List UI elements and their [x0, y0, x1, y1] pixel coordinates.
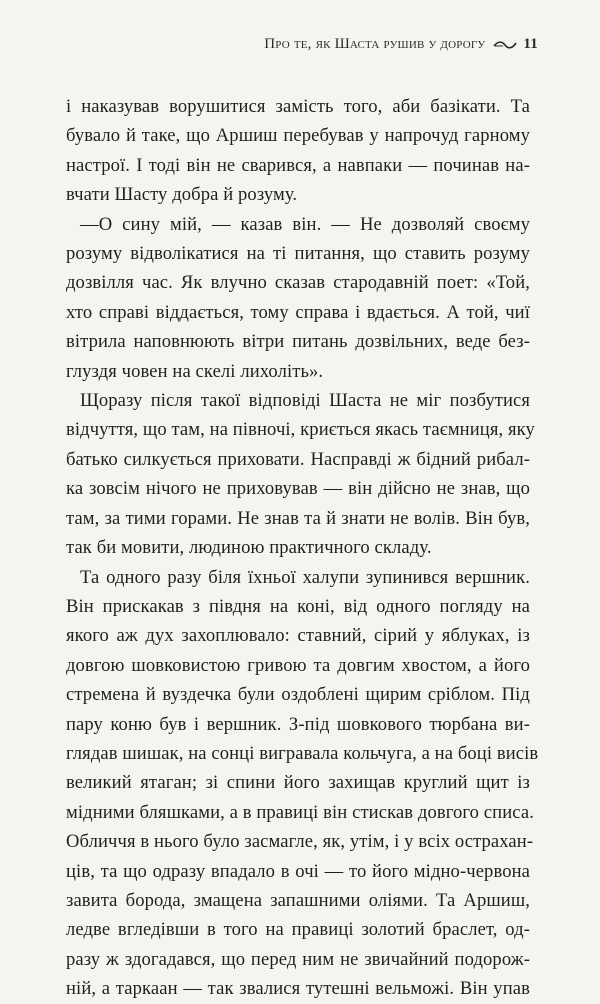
text-line: довгою шовковистою гривою та довгим хвостом, а його: [66, 654, 530, 676]
text-line: вітрила наповнюють вітри питань дозвільних, веде без-: [66, 331, 530, 353]
text-line: Обличчя в нього було засмагле, як, утім, і у всіх острахан-: [66, 831, 534, 853]
text-line: Він прискакав з півдня на коні, від одного погляду на: [66, 595, 530, 617]
text-line: пару коню був і вершник. З-під шовкового тюрбана ви-: [66, 713, 530, 735]
page-number: 11: [523, 36, 538, 52]
text-line: ледве вгледівши в того на правиці золотий браслет, од-: [66, 919, 530, 941]
text-line: вчати Шасту добра й розуму.: [66, 184, 298, 206]
text-line: завита борода, змащена запашними оліями. Та Аршиш,: [66, 889, 530, 911]
text-line: Щоразу після такої відповіді Шаста не міг позбутися: [80, 390, 530, 412]
text-line: глуздя човен на скелі лихоліть».: [66, 360, 324, 382]
tilde-ornament-icon: [493, 40, 517, 50]
text-line: хто справі віддається, тому справа і вдається. А той, чиї: [66, 301, 530, 323]
text-line: і наказував ворушитися замість того, аби базікати. Та: [66, 96, 530, 117]
text-line: —О сину мій, — казав він. — Не дозволяй своєму: [80, 213, 530, 235]
text-line: настрої. І тоді він не сварився, а навпаки — починав на-: [66, 154, 530, 176]
text-line: якого аж дух захоплювало: ставний, сірий у яблуках, із: [66, 625, 530, 647]
text-line: великий ятаган; зі спини його захищав круглий щит із: [66, 772, 530, 794]
text-line: розуму відволікатися на ті питання, що ставить розуму: [66, 243, 530, 265]
text-line: там, за тими горами. Не знав та й знати не волів. Він був,: [66, 507, 530, 529]
text-line: бувало й таке, що Аршиш перебував у напрочуд гарному: [66, 125, 530, 147]
running-head: [60, 36, 538, 53]
text-line: батько силкується приховати. Насправді ж бідний рибал-: [66, 448, 530, 470]
text-line: стремена й вуздечка були оздоблені щирим сріблом. Під: [66, 684, 530, 706]
text-line: ців, та що одразу впадало в очі — то його мідно-червона: [66, 860, 530, 882]
text-line: дозвілля час. Як влучно сказав стародавній поет: «Той,: [66, 272, 530, 294]
text-line: відчуття, що там, на півночі, криється якась таємниця, яку: [66, 419, 535, 441]
text-line: Та одного разу біля їхньої халупи зупинився вершник.: [80, 566, 530, 588]
text-line: так би мовити, людиною практичного складу.: [66, 537, 432, 559]
text-line: глядав шишак, на сонці вигравала кольчуга, а на боці висів: [66, 742, 539, 764]
text-line: ка зовсім нічого не приховував — він дійсно не знав, що: [66, 478, 530, 500]
body-text: [66, 92, 539, 1004]
text-line: ній, а таркаан — так звалися тутешні вельможі. Він упав: [66, 978, 530, 1000]
text-line: разу ж здогадався, що перед ним не звичайний подорож-: [66, 948, 530, 970]
text-line: мідними бляшками, а в правиці він стискав довгого списа.: [66, 801, 534, 823]
chapter-running-title: Про те, як Шаста рушив у дорогу: [264, 36, 486, 52]
